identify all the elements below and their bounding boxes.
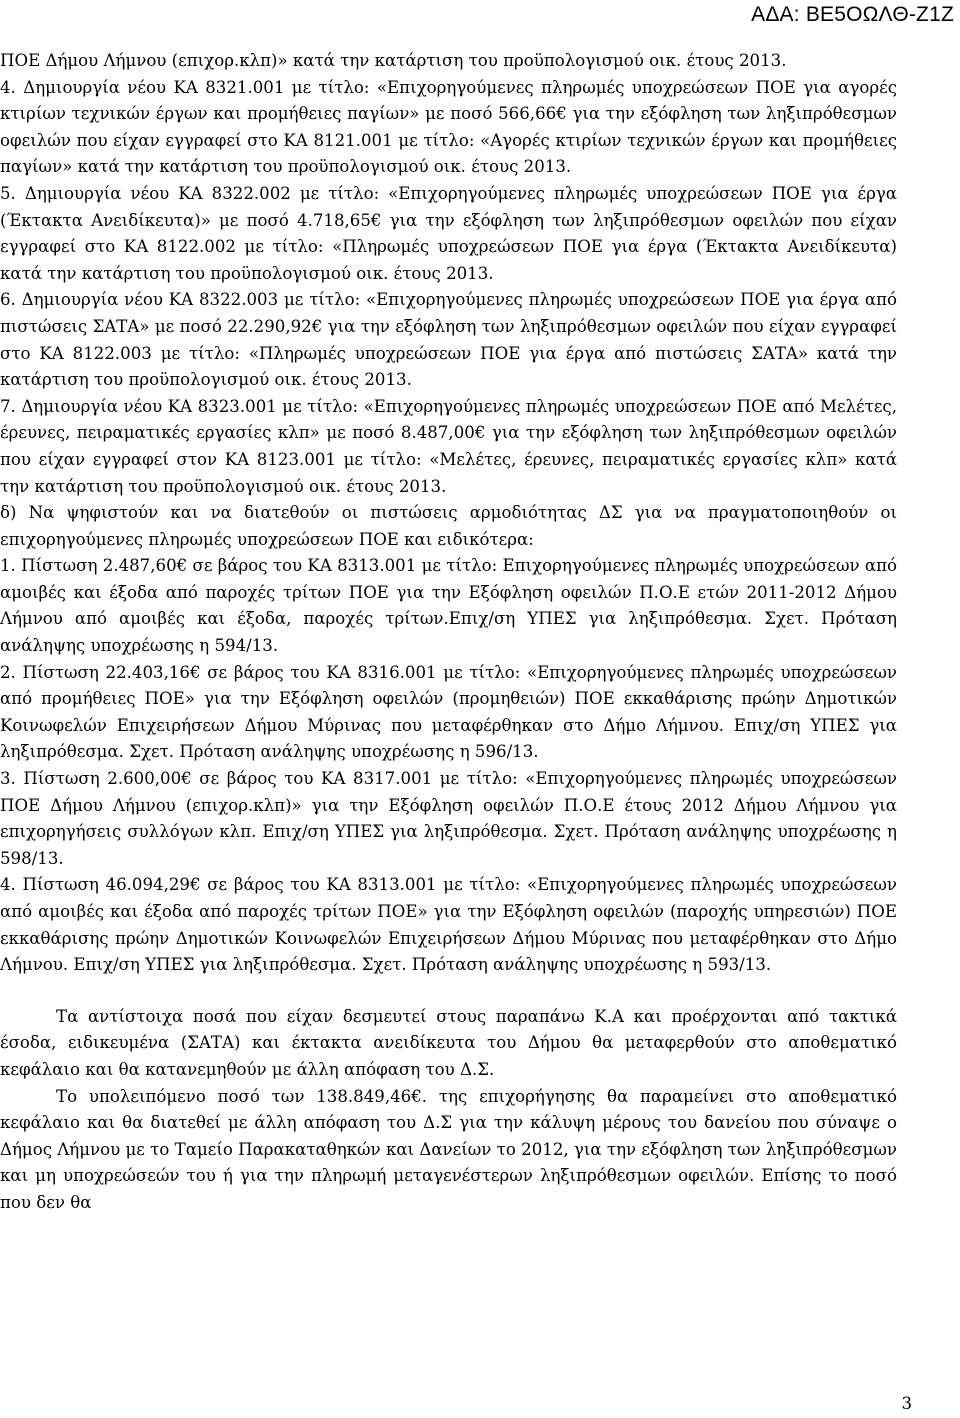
page-number: 3 — [901, 1394, 912, 1413]
paragraph-remaining-amount: Το υπολειπόμενο ποσό των 138.849,46€. της επιχορήγησης θα παραμείνει στο αποθεματικό κεφάλαιο και θα διατεθεί με άλλη απόφαση του Δ.Σ για την κάλυψη μέρους του δανείου που σύναψε ο Δήμος Λήμνου με το Ταμείο Παρακαταθηκών και Δανείων το 2012, για την εξόφληση των ληξιπρόθεσμων και μη υποχρεώσεών του ή για την πληρωμή μεταγενέστερων ληξιπρόθεσμων οφειλών. Επίσης το ποσό που δεν θα — [0, 1086, 897, 1212]
paragraph-credit-1: 1. Πίστωση 2.487,60€ σε βάρος του ΚΑ 8313.001 με τίτλο: Επιχορηγούμενες πληρωμές υποχρεώσεων από αμοιβές και έξοδα από παροχές τρίτων ΠΟΕ για την Εξόφληση οφειλών Π.Ο.Ε ετών 2011-2012 Δήμου Λήμνου από αμοιβές και έξοδα, παροχές τρίτων.Επιχ/ση ΥΠΕΣ για ληξιπρόθεσμα. Σχετ. Πρόταση ανάληψης υποχρέωσης η 594/13. — [0, 556, 897, 656]
paragraph-item-6: 6. Δημιουργία νέου ΚΑ 8322.003 με τίτλο: «Επιχορηγούμενες πληρωμές υποχρεώσεων ΠΟΕ για έργα από πιστώσεις ΣΑΤΑ» με ποσό 22.290,92€ για την εξόφληση των ληξιπρόθεσμων οφειλών που είχαν εγγραφεί στο ΚΑ 8122.003 με τίτλο: «Πληρωμές υποχρεώσεων ΠΟΕ για έργα από πιστώσεις ΣΑΤΑ» κατά την κατάρτιση του προϋπολογισμού οικ. έτους 2013. — [0, 290, 897, 390]
paragraph-credit-4: 4. Πίστωση 46.094,29€ σε βάρος του ΚΑ 8313.001 με τίτλο: «Επιχορηγούμενες πληρωμές υποχρεώσεων από αμοιβές και έξοδα από παροχές τρίτων ΠΟΕ» για την Εξόφληση οφειλών (παροχής υπηρεσιών) ΠΟΕ εκκαθάρισης πρώην Δημοτικών Κοινωφελών Επιχειρήσεων Δήμου Μύρινας που μεταφέρθηκαν στο Δήμο Λήμνου. Επιχ/ση ΥΠΕΣ για ληξιπρόθεσμα. Σχετ. Πρόταση ανάληψης υποχρέωσης η 593/13. — [0, 875, 897, 975]
paragraph-section-d: δ) Να ψηφιστούν και να διατεθούν οι πιστώσεις αρμοδιότητας ΔΣ για να πραγματοποιηθούν οι επιχορηγούμενες πληρωμές υποχρεώσεων ΠΟΕ και ειδικότερα: — [0, 503, 897, 549]
paragraph-item-5: 5. Δημιουργία νέου ΚΑ 8322.002 με τίτλο: «Επιχορηγούμενες πληρωμές υποχρεώσεων ΠΟΕ για έργα (Έκτακτα Ανειδίκευτα)» με ποσό 4.718,65€ για την εξόφληση των ληξιπρόθεσμων οφειλών που είχαν εγγραφεί στο ΚΑ 8122.002 με τίτλο: «Πληρωμές υποχρεώσεων ΠΟΕ για έργα (Έκτακτα Ανειδίκευτα) κατά την κατάρτιση του προϋπολογισμού οικ. έτους 2013. — [0, 183, 897, 283]
paragraph-item-7: 7. Δημιουργία νέου ΚΑ 8323.001 με τίτλο: «Επιχορηγούμενες πληρωμές υποχρεώσεων ΠΟΕ από Μελέτες, έρευνες, πειραματικές εργασίες κλπ» με ποσό 8.487,00€ για την εξόφληση των ληξιπρόθεσμων οφειλών που είχαν εγγραφεί στον ΚΑ 8123.001 με τίτλο: «Μελέτες, έρευνες, πειραματικές εργασίες κλπ» κατά την κατάρτιση του προϋπολογισμού οικ. έτους 2013. — [0, 396, 897, 496]
paragraph-reserve-transfer: Τα αντίστοιχα ποσά που είχαν δεσμευτεί στους παραπάνω Κ.Α και προέρχονται από τακτικά έσοδα, ειδικευμένα (ΣΑΤΑ) και έκτακτα ανειδίκευτα του Δήμου θα μεταφερθούν στο αποθεματικό κεφάλαιο και θα κατανεμηθούν με άλλη απόφαση του Δ.Σ. — [0, 1006, 897, 1079]
paragraph-continuation: ΠΟΕ Δήμου Λήμνου (επιχορ.κλπ)» κατά την κατάρτιση του προϋπολογισμού οικ. έτους 2013. — [0, 51, 787, 70]
paragraph-credit-2: 2. Πίστωση 22.403,16€ σε βάρος του ΚΑ 8316.001 με τίτλο: «Επιχορηγούμενες πληρωμές υποχρεώσεων από προμήθειες ΠΟΕ» για την Εξόφληση οφειλών (προμηθειών) ΠΟΕ εκκαθάρισης πρώην Δημοτικών Κοινωφελών Επιχειρήσεων Δήμου Μύρινας που μεταφέρθηκαν στο Δήμο Λήμνου. Επιχ/ση ΥΠΕΣ για ληξιπρόθεσμα. Σχετ. Πρόταση ανάληψης υποχρέωσης η 596/13. — [0, 662, 897, 762]
ada-code: ΑΔΑ: ΒΕ5ΟΩΛΘ-Ζ1Ζ — [751, 3, 954, 26]
paragraph-credit-3: 3. Πίστωση 2.600,00€ σε βάρος του ΚΑ 8317.001 με τίτλο: «Επιχορηγούμενες πληρωμές υποχρεώσεων ΠΟΕ Δήμου Λήμνου (επιχορ.κλπ)» για την Εξόφληση οφειλών Π.Ο.Ε έτους 2012 Δήμου Λήμνου για επιχορηγήσεις συλλόγων κλπ. Επιχ/ση ΥΠΕΣ για ληξιπρόθεσμα. Σχετ. Πρόταση ανάληψης υποχρέωσης η 598/13. — [0, 769, 897, 868]
document-body — [0, 48, 897, 1217]
paragraph-item-4: 4. Δημιουργία νέου ΚΑ 8321.001 με τίτλο: «Επιχορηγούμενες πληρωμές υποχρεώσεων ΠΟΕ για αγορές κτιρίων τεχνικών έργων και προμήθειες παγίων» με ποσό 566,66€ για την εξόφληση των ληξιπρόθεσμων οφειλών που είχαν εγγραφεί στο ΚΑ 8121.001 με τίτλο: «Αγορές κτιρίων τεχνικών έργων και προμήθειες παγίων» κατά την κατάρτιση του προϋπολογισμού οικ. έτους 2013. — [0, 77, 897, 177]
